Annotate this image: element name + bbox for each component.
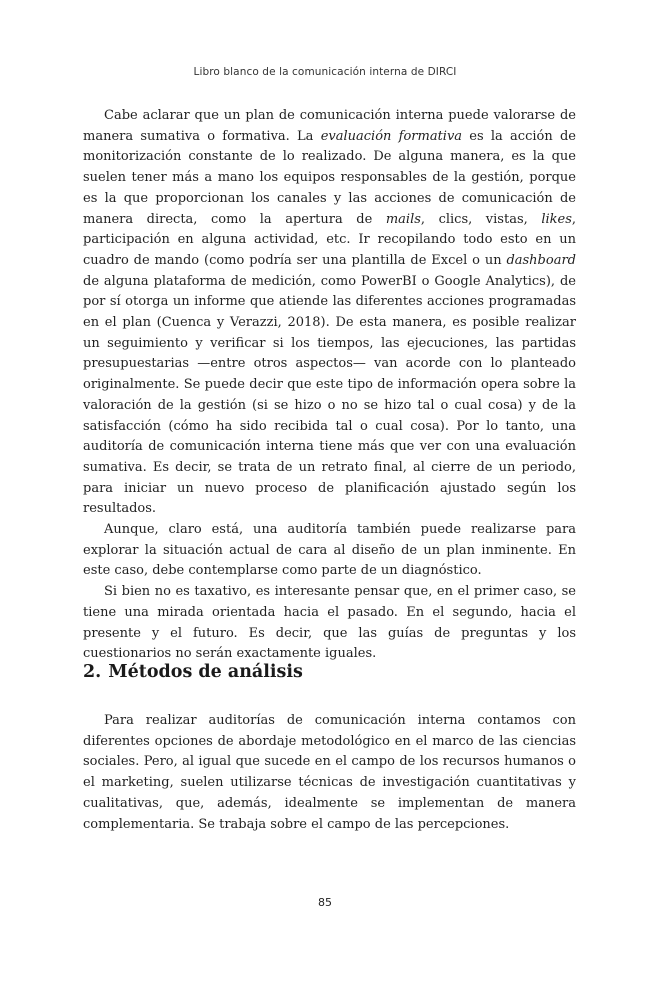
section-number: 2.	[83, 662, 102, 682]
section-title: Métodos de análisis	[108, 662, 303, 682]
paragraph-evaluacion: Cabe aclarar que un plan de comunicación interna puede valorarse de manera sumativa o formativa. La evaluación formativa es la acción de monitorización constante de lo realizado. De alguna manera, es la que suelen tener más a mano los equipos responsables de la gestión, porque es la que proporcionan los canales y las acciones de comunicación de manera directa, como la apertura de mails, clics, vistas, likes, participación en alguna actividad, etc. Ir recopilando todo esto en un cuadro de mando (como podría ser una plantilla de Excel o un dashboard de alguna plataforma de medición, como PowerBI o Google Analytics), de por sí otorga un informe que atiende las diferentes acciones programadas en el plan (Cuenca y Verazzi, 2018). De esta manera, es posible realizar un seguimiento y verificar si los tiempos, las ejecuciones, las partidas presupuestarias —entre otros aspectos— van acorde con lo planteado originalmente. Se puede decir que este tipo de información opera sobre la valoración de la gestión (si se hizo o no se hizo tal o cual cosa) y de la satisfacción (cómo ha sido recibida tal o cual cosa). Por lo tanto, una auditoría de comunicación interna tiene más que ver con una evaluación sumativa. Es decir, se trata de un retrato final, al cierre de un periodo, para iniciar un nuevo proceso de planificación ajustado según los resultados.	[83, 108, 577, 517]
section-text	[83, 711, 576, 835]
emphasis-term: dashboard	[506, 252, 576, 268]
paragraph-auditoria: Aunque, claro está, una auditoría también puede realizarse para explorar la situación actual de cara al diseño de un plan inminente. En este caso, debe contemplarse como parte de un diagnóstico.	[83, 522, 576, 579]
section-heading	[83, 662, 303, 682]
paragraph-metodos: Para realizar auditorías de comunicación interna contamos con diferentes opciones de abordaje metodológico en el marco de las ciencias sociales. Pero, al igual que sucede en el campo de los recursos humanos o el marketing, suelen utilizarse técnicas de investigación cuantitativas y cualitativas, que, además, idealmente se implementan de manera complementaria. Se trabaja sobre el campo de las percepciones.	[83, 713, 576, 832]
running-header: Libro blanco de la comunicación interna de DIRCI	[193, 66, 457, 78]
page-number: 85	[318, 896, 332, 909]
emphasis-term: evaluación formativa	[320, 128, 463, 144]
emphasis-term: mails	[385, 211, 421, 227]
emphasis-term: likes	[541, 211, 572, 227]
paragraph-taxativo: Si bien no es taxativo, es interesante pensar que, en el primer caso, se tiene una mirada orientada hacia el pasado. En el segundo, hacia el presente y el futuro. Es decir, que las guías de preguntas y los cuestionarios no serán exactamente iguales.	[83, 584, 576, 662]
body-text	[83, 106, 576, 665]
